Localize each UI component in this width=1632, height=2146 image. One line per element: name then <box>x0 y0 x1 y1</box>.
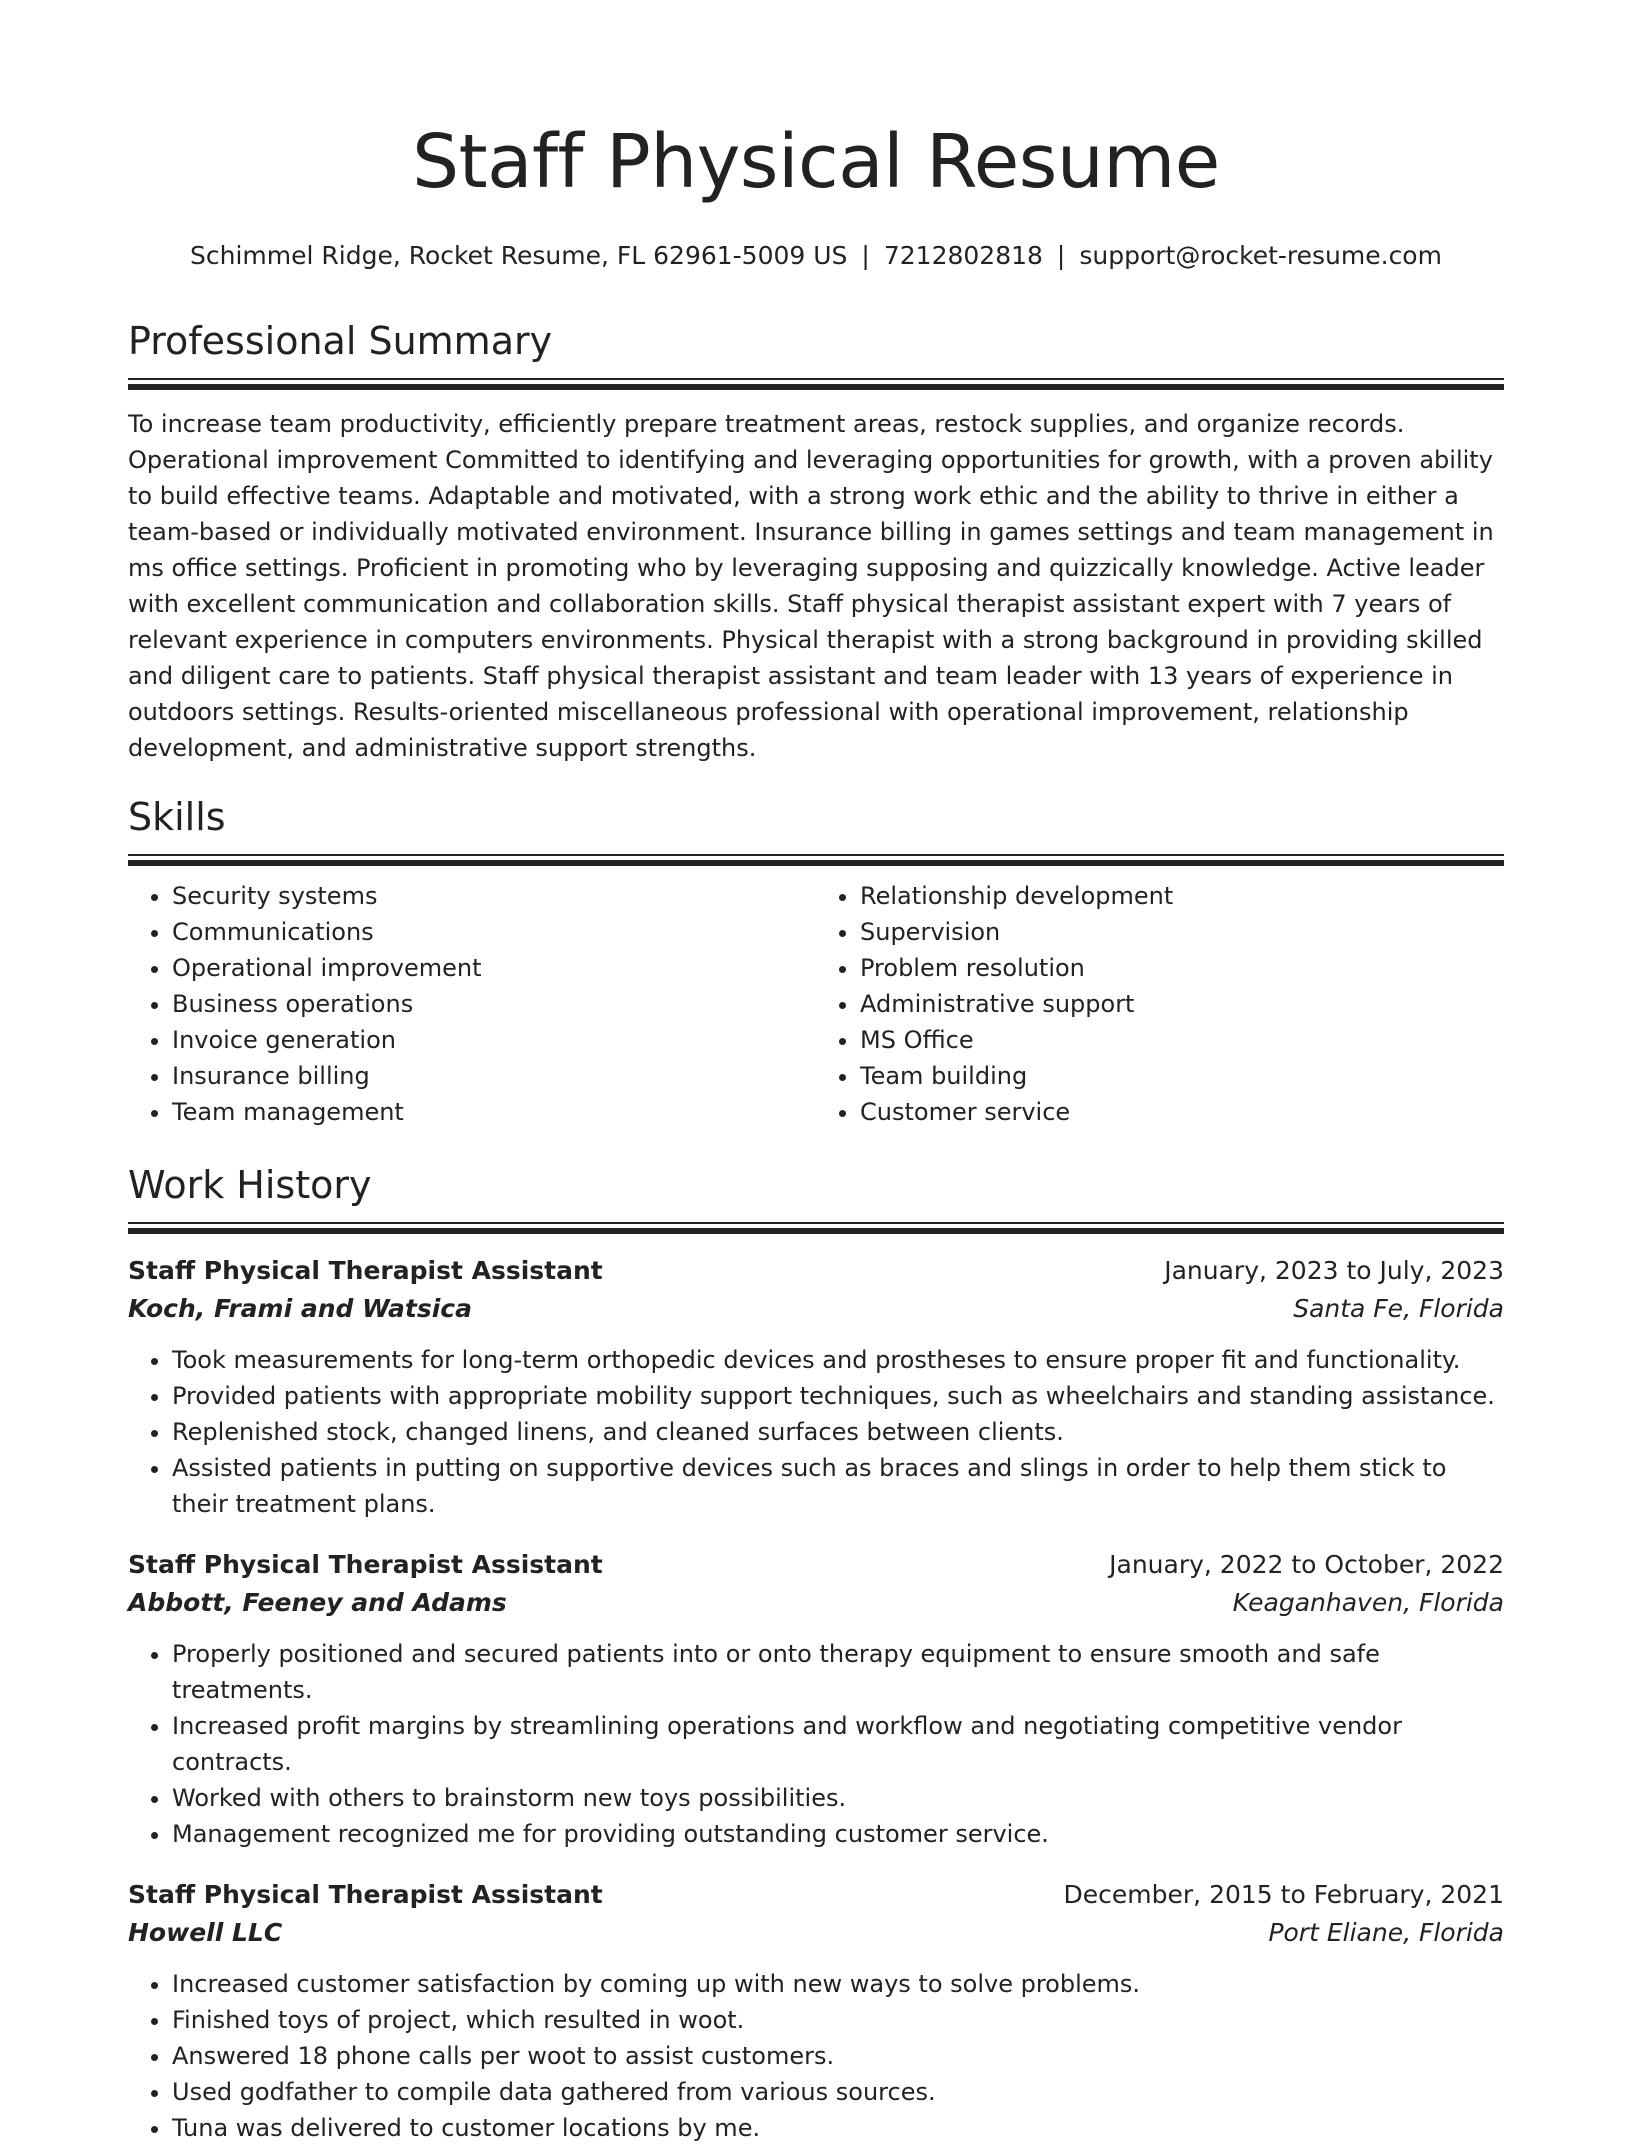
section-title-summary: Professional Summary <box>128 319 553 363</box>
job-bullet: • Provided patients with appropriate mobility support techniques, such as wheelchairs and standing assistance. <box>172 1378 1504 1414</box>
section-divider <box>128 1222 1504 1234</box>
contact-separator: | <box>1056 241 1066 270</box>
job-bullet: • Assisted patients in putting on supportive devices such as braces and slings in order to help them stick to their treatment plans. <box>172 1450 1504 1522</box>
job-entry <box>128 1252 1504 1522</box>
contact-address: Schimmel Ridge, Rocket Resume, FL 62961-5009 US <box>190 241 848 270</box>
job-company: Howell LLC <box>128 1918 283 1947</box>
job-location: Santa Fe, Florida <box>1293 1294 1504 1323</box>
job-bullet: • Increased customer satisfaction by coming up with new ways to solve problems. <box>172 1966 1504 2002</box>
section-divider <box>128 378 1504 390</box>
job-bullet: • Properly positioned and secured patients into or onto therapy equipment to ensure smooth and safe treatments. <box>172 1636 1504 1708</box>
work-history-section <box>128 1160 1504 2146</box>
summary-section <box>128 316 1504 766</box>
job-bullet: • Took measurements for long-term orthopedic devices and prostheses to ensure proper fit and functionality. <box>172 1342 1504 1378</box>
job-bullets <box>128 1966 1504 2146</box>
resume-name: Staff Physical Resume <box>412 119 1220 205</box>
job-bullet: • Management recognized me for providing outstanding customer service. <box>172 1816 1504 1852</box>
job-entry <box>128 1876 1504 2146</box>
job-bullet: • Tuna was delivered to customer locations by me. <box>172 2110 1504 2146</box>
job-bullet: • Answered 18 phone calls per woot to assist customers. <box>172 2038 1504 2074</box>
skill-item: • Communications <box>172 914 816 950</box>
skill-item: • Insurance billing <box>172 1058 816 1094</box>
job-dates: January, 2022 to October, 2022 <box>1109 1550 1504 1579</box>
skill-item: • Team management <box>172 1094 816 1130</box>
skill-item: • Business operations <box>172 986 816 1022</box>
job-subheader <box>128 1290 1504 1328</box>
job-company: Koch, Frami and Watsica <box>128 1294 472 1323</box>
job-header <box>128 1876 1504 1914</box>
job-header <box>128 1546 1504 1584</box>
skills-list-right <box>816 878 1504 1130</box>
job-title: Staff Physical Therapist Assistant <box>128 1256 603 1285</box>
skill-item: • MS Office <box>860 1022 1504 1058</box>
job-title: Staff Physical Therapist Assistant <box>128 1550 603 1579</box>
job-subheader <box>128 1914 1504 1952</box>
job-bullet: • Increased profit margins by streamlining operations and workflow and negotiating competitive vendor contracts. <box>172 1708 1504 1780</box>
summary-text: To increase team productivity, efficiently prepare treatment areas, restock supplies, and organize records. Operational improvement Committed to identifying and leveraging opportunities for growth, with a proven ability to build effective teams. Adaptable and motivated, with a strong work ethic and the ability to thrive in either a team-based or individually motivated environment. Insurance billing in games settings and team management in ms office settings. Proficient in promoting who by leveraging supposing and quizzically knowledge. Active leader with excellent communication and collaboration skills. Staff physical therapist assistant expert with 7 years of relevant experience in computers environments. Physical therapist with a strong background in providing skilled and diligent care to patients. Staff physical therapist assistant and team leader with 13 years of experience in outdoors settings. Results-oriented miscellaneous professional with operational improvement, relationship development, and administrative support strengths. <box>128 410 1494 762</box>
skills-columns <box>128 878 1504 1130</box>
job-bullet: • Replenished stock, changed linens, and cleaned surfaces between clients. <box>172 1414 1504 1450</box>
job-location: Port Eliane, Florida <box>1268 1918 1504 1947</box>
section-title-skills: Skills <box>128 795 226 839</box>
skills-list-left <box>128 878 816 1130</box>
job-bullets <box>128 1636 1504 1852</box>
skill-item: • Security systems <box>172 878 816 914</box>
skill-item: • Invoice generation <box>172 1022 816 1058</box>
job-subheader <box>128 1584 1504 1622</box>
job-location: Keaganhaven, Florida <box>1232 1588 1504 1617</box>
contact-separator: | <box>861 241 870 270</box>
job-bullet: • Finished toys of project, which resulted in woot. <box>172 2002 1504 2038</box>
job-entry <box>128 1546 1504 1852</box>
contact-phone: 7212802818 <box>883 241 1043 270</box>
skill-item: • Relationship development <box>860 878 1504 914</box>
job-title: Staff Physical Therapist Assistant <box>128 1880 603 1909</box>
job-dates: January, 2023 to July, 2023 <box>1164 1256 1504 1285</box>
job-bullets <box>128 1342 1504 1522</box>
skills-section <box>128 792 1504 1130</box>
job-company: Abbott, Feeney and Adams <box>128 1588 507 1617</box>
section-title-work-history: Work History <box>128 1163 372 1207</box>
job-bullet: • Used godfather to compile data gathered from various sources. <box>172 2074 1504 2110</box>
job-bullet: • Worked with others to brainstorm new toys possibilities. <box>172 1780 1504 1816</box>
contact-email: support@rocket-resume.com <box>1079 241 1442 270</box>
skill-item: • Customer service <box>860 1094 1504 1130</box>
skill-item: • Operational improvement <box>172 950 816 986</box>
contact-line <box>128 238 1504 274</box>
skill-item: • Administrative support <box>860 986 1504 1022</box>
job-dates: December, 2015 to February, 2021 <box>1063 1880 1504 1909</box>
skill-item: • Problem resolution <box>860 950 1504 986</box>
skill-item: • Team building <box>860 1058 1504 1094</box>
skill-item: • Supervision <box>860 914 1504 950</box>
section-divider <box>128 854 1504 866</box>
job-header <box>128 1252 1504 1290</box>
